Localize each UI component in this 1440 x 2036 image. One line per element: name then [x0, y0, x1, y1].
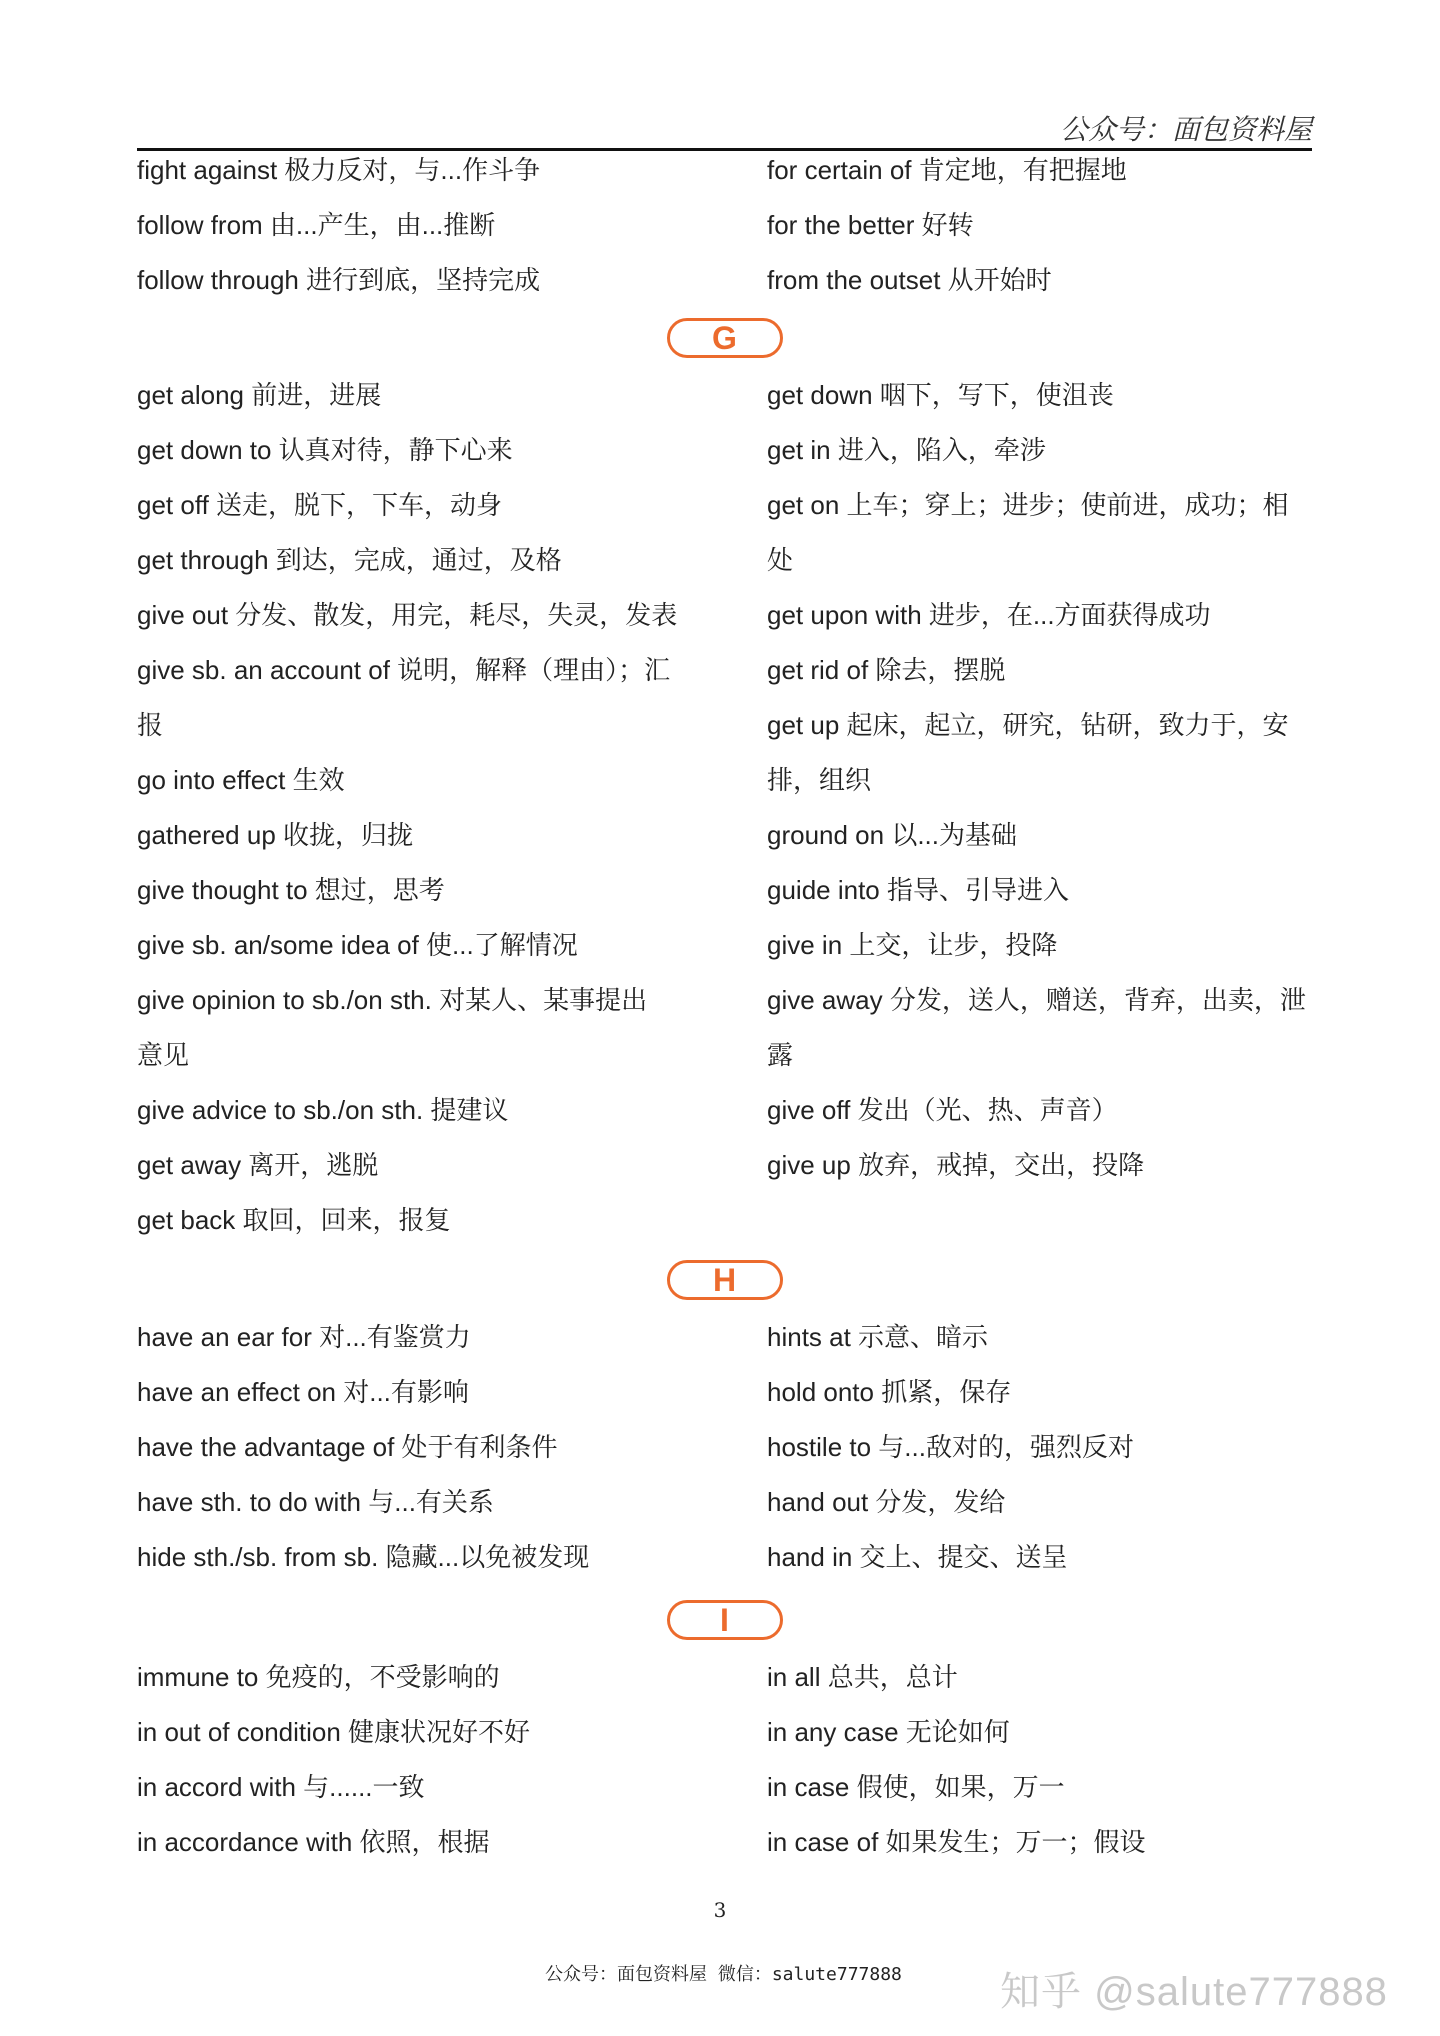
entry-left: give advice to sb./on sth. 提建议 — [137, 1095, 509, 1125]
entry-right: get up 起床，起立，研究，钻研，致力于，安 — [767, 710, 1289, 740]
entry-right: get in 进入，陷入，牵涉 — [767, 435, 1046, 465]
entry-right: get rid of 除去，摆脱 — [767, 655, 1006, 685]
entry-right: give off 发出（光、热、声音） — [767, 1095, 1118, 1125]
section-g — [137, 308, 1312, 1248]
entry-right: hostile to 与...敌对的，强烈反对 — [767, 1432, 1134, 1462]
entry-row — [137, 753, 1312, 808]
entry-right: for certain of 肯定地，有把握地 — [767, 155, 1127, 185]
entry-left: in accordance with 依照，根据 — [137, 1827, 490, 1857]
entry-right: get on 上车；穿上；进步；使前进，成功；相 — [767, 490, 1289, 520]
entry-right: get down 咽下，写下，使沮丧 — [767, 380, 1114, 410]
entry-right: give up 放弃，戒掉，交出，投降 — [767, 1150, 1145, 1180]
entry-left: hide sth./sb. from sb. 隐藏...以免被发现 — [137, 1542, 590, 1572]
entry-left: give sb. an account of 说明，解释（理由）；汇 — [137, 655, 671, 685]
entry-right: for the better 好转 — [767, 210, 974, 240]
entry-right: in case of 如果发生；万一；假设 — [767, 1827, 1146, 1857]
entry-left: get back 取回，回来，报复 — [137, 1205, 451, 1235]
entry-right: ground on 以...为基础 — [767, 820, 1017, 850]
entry-left: get along 前进，进展 — [137, 380, 382, 410]
entry-right: hold onto 抓紧，保存 — [767, 1377, 1012, 1407]
entry-row — [137, 973, 1312, 1028]
entry-row — [137, 533, 1312, 588]
entry-left: in out of condition 健康状况好不好 — [137, 1717, 531, 1747]
entry-row — [137, 863, 1312, 918]
entry-left: go into effect 生效 — [137, 765, 345, 795]
entry-left: immune to 免疫的，不受影响的 — [137, 1662, 500, 1692]
entry-right: 露 — [767, 1040, 794, 1070]
entry-left: give thought to 想过，思考 — [137, 875, 445, 905]
entry-row — [137, 198, 1312, 253]
entry-right: hints at 示意、暗示 — [767, 1322, 989, 1352]
section-i-header — [137, 1590, 1312, 1650]
entry-right: in case 假使，如果，万一 — [767, 1772, 1065, 1802]
section-badge-i: I — [667, 1600, 783, 1640]
entry-row — [137, 1193, 1312, 1248]
entry-right: give away 分发，送人，赠送，背弃，出卖，泄 — [767, 985, 1306, 1015]
footer-text: 公众号：面包资料屋 微信：salute777888 — [545, 1964, 902, 1985]
entry-left: get through 到达，完成，通过，及格 — [137, 545, 562, 575]
entry-left: have an ear for 对...有鉴赏力 — [137, 1322, 471, 1352]
entry-left: in accord with 与......一致 — [137, 1772, 425, 1802]
entry-left: get away 离开，逃脱 — [137, 1150, 379, 1180]
entry-row — [137, 643, 1312, 698]
header-title: 公众号：面包资料屋 — [1059, 113, 1312, 146]
entry-row — [137, 588, 1312, 643]
entry-left: give opinion to sb./on sth. 对某人、某事提出 — [137, 985, 648, 1015]
entry-left: have the advantage of 处于有利条件 — [137, 1432, 558, 1462]
entry-left: fight against 极力反对，与...作斗争 — [137, 155, 541, 185]
section-badge-h: H — [667, 1260, 783, 1300]
entry-left: give out 分发、散发，用完，耗尽，失灵，发表 — [137, 600, 678, 630]
entry-row — [137, 1530, 1312, 1585]
entry-left: have an effect on 对...有影响 — [137, 1377, 469, 1407]
entry-left: get down to 认真对待，静下心来 — [137, 435, 513, 465]
entry-left: follow through 进行到底，坚持完成 — [137, 265, 541, 295]
entry-row — [137, 1475, 1312, 1530]
section-badge-g: G — [667, 318, 783, 358]
entry-left: 意见 — [137, 1040, 190, 1070]
entry-row — [137, 1083, 1312, 1138]
entry-row — [137, 808, 1312, 863]
entry-right: in all 总共，总计 — [767, 1662, 958, 1692]
entry-left: have sth. to do with 与...有关系 — [137, 1487, 494, 1517]
entry-right: hand out 分发，发给 — [767, 1487, 1006, 1517]
entry-row — [137, 1365, 1312, 1420]
entry-row — [137, 478, 1312, 533]
entry-row — [137, 423, 1312, 478]
section-h — [137, 1250, 1312, 1585]
entry-left: 报 — [137, 710, 164, 740]
entry-row — [137, 1705, 1312, 1760]
entry-left: get off 送走，脱下，下车，动身 — [137, 490, 503, 520]
entry-row — [137, 1138, 1312, 1193]
entry-right: 排，组织 — [767, 765, 872, 795]
entry-left: give sb. an/some idea of 使...了解情况 — [137, 930, 578, 960]
entry-left: gathered up 收拢，归拢 — [137, 820, 414, 850]
entry-right: guide into 指导、引导进入 — [767, 875, 1069, 905]
section-i — [137, 1590, 1312, 1870]
entry-row — [137, 698, 1312, 753]
section-g-header — [137, 308, 1312, 368]
entry-right: from the outset 从开始时 — [767, 265, 1052, 295]
entry-row — [137, 1760, 1312, 1815]
entry-right: get upon with 进步，在...方面获得成功 — [767, 600, 1211, 630]
entry-right: give in 上交，让步，投降 — [767, 930, 1058, 960]
entry-left: follow from 由...产生，由...推断 — [137, 210, 496, 240]
entry-row — [137, 918, 1312, 973]
entry-right: hand in 交上、提交、送呈 — [767, 1542, 1068, 1572]
watermark: 知乎 @salute777888 — [1000, 1970, 1388, 2014]
entry-right: in any case 无论如何 — [767, 1717, 1010, 1747]
entry-row — [137, 1310, 1312, 1365]
entry-row — [137, 1650, 1312, 1705]
entry-row — [137, 1028, 1312, 1083]
entry-row — [137, 368, 1312, 423]
section-f — [137, 143, 1312, 308]
entry-row — [137, 1815, 1312, 1870]
section-h-header — [137, 1250, 1312, 1310]
entry-row — [137, 143, 1312, 198]
entry-row — [137, 1420, 1312, 1475]
page-number: 3 — [713, 1898, 727, 1922]
entry-right: 处 — [767, 545, 794, 575]
entry-row — [137, 253, 1312, 308]
